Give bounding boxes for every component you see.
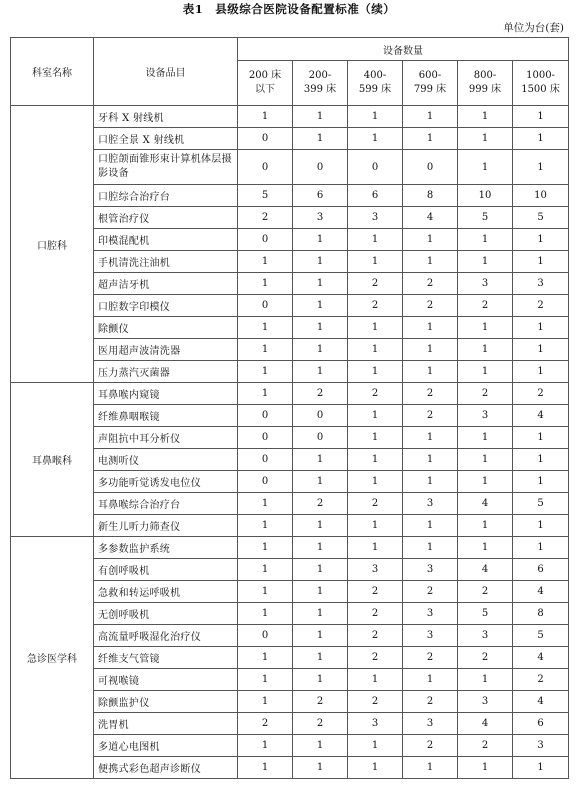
quantity-cell: 1 [293,471,348,493]
quantity-cell: 1 [238,691,293,713]
equipment-name: 电测听仪 [94,449,238,471]
quantity-cell: 1 [513,427,569,449]
equipment-name: 有创呼吸机 [94,559,238,581]
quantity-cell: 2 [513,669,569,691]
quantity-cell: 0 [238,471,293,493]
header-bed-range-line: 400- [363,70,387,81]
quantity-cell: 1 [348,735,403,757]
table-row [11,207,569,229]
quantity-cell: 3 [348,713,403,735]
quantity-cell: 1 [513,106,569,128]
quantity-cell: 1 [238,273,293,295]
header-bed-range-line: 200- [308,70,332,81]
quantity-cell: 1 [238,106,293,128]
table-row [11,471,569,493]
quantity-cell: 0 [238,128,293,150]
header-bed-range-line: 1000- [526,70,555,81]
quantity-cell: 1 [458,150,513,185]
header-item: 设备品目 [94,38,238,106]
quantity-cell: 1 [403,471,458,493]
equipment-name: 口腔数字印模仪 [94,295,238,317]
quantity-cell: 1 [293,537,348,559]
quantity-cell: 3 [403,493,458,515]
quantity-cell: 1 [348,427,403,449]
quantity-cell: 2 [458,581,513,603]
quantity-cell: 1 [403,537,458,559]
quantity-cell: 1 [238,317,293,339]
quantity-cell: 1 [238,493,293,515]
quantity-cell: 1 [513,515,569,537]
table-row [11,128,569,150]
quantity-cell: 5 [238,185,293,207]
quantity-cell: 1 [238,735,293,757]
quantity-cell: 2 [293,493,348,515]
table-row [11,185,569,207]
quantity-cell: 1 [348,669,403,691]
equipment-name: 除颤仪 [94,317,238,339]
quantity-cell: 0 [238,229,293,251]
quantity-cell: 1 [348,471,403,493]
quantity-cell: 2 [458,735,513,757]
quantity-cell: 1 [403,427,458,449]
quantity-cell: 1 [348,515,403,537]
quantity-cell: 1 [403,757,458,779]
equipment-name: 牙科 X 射线机 [94,106,238,128]
quantity-cell: 2 [348,273,403,295]
quantity-cell: 1 [348,251,403,273]
quantity-cell: 1 [513,361,569,383]
equipment-name: 可视喉镜 [94,669,238,691]
quantity-cell: 1 [293,295,348,317]
quantity-cell: 2 [513,295,569,317]
equipment-name: 印模混配机 [94,229,238,251]
equipment-name: 手机清洗注油机 [94,251,238,273]
quantity-cell: 3 [458,691,513,713]
table-row [11,603,569,625]
quantity-cell: 3 [513,735,569,757]
quantity-cell: 1 [238,361,293,383]
quantity-cell: 1 [348,537,403,559]
table-row [11,339,569,361]
quantity-cell: 1 [293,317,348,339]
quantity-cell: 4 [458,493,513,515]
quantity-cell: 0 [238,150,293,185]
quantity-cell: 1 [458,427,513,449]
equipment-name: 除颤监护仪 [94,691,238,713]
quantity-cell: 0 [238,427,293,449]
quantity-cell: 1 [293,339,348,361]
quantity-cell: 1 [293,603,348,625]
quantity-cell: 3 [403,625,458,647]
table-row [11,273,569,295]
equipment-table [10,37,569,779]
quantity-cell: 1 [403,515,458,537]
header-bed-range-line: 200 床 [248,70,282,81]
quantity-cell: 4 [513,691,569,713]
header-quantity: 设备数量 [238,38,569,61]
quantity-cell: 1 [403,449,458,471]
equipment-name: 纤维支气管镜 [94,647,238,669]
quantity-cell: 0 [238,405,293,427]
quantity-cell: 1 [458,106,513,128]
quantity-cell: 4 [458,713,513,735]
table-row [11,757,569,779]
quantity-cell: 2 [348,625,403,647]
quantity-cell: 1 [403,361,458,383]
quantity-cell: 0 [348,150,403,185]
quantity-cell: 4 [403,207,458,229]
quantity-cell: 1 [238,515,293,537]
quantity-cell: 3 [458,273,513,295]
equipment-name: 便携式彩色超声诊断仪 [94,757,238,779]
quantity-cell: 2 [403,691,458,713]
quantity-cell: 0 [293,427,348,449]
quantity-cell: 10 [458,185,513,207]
header-dept: 科室名称 [11,38,94,106]
quantity-cell: 1 [293,669,348,691]
equipment-name: 声阻抗中耳分析仪 [94,427,238,449]
header-bed-range [403,61,458,106]
quantity-cell: 2 [348,647,403,669]
quantity-cell: 3 [293,207,348,229]
quantity-cell: 1 [458,471,513,493]
quantity-cell: 1 [403,106,458,128]
quantity-cell: 0 [238,625,293,647]
equipment-name: 口腔全景 X 射线机 [94,128,238,150]
quantity-cell: 1 [293,361,348,383]
quantity-cell: 1 [293,449,348,471]
quantity-cell: 1 [293,128,348,150]
quantity-cell: 0 [293,150,348,185]
quantity-cell: 1 [238,339,293,361]
table-row [11,625,569,647]
table-row [11,449,569,471]
quantity-cell: 0 [403,150,458,185]
table-row [11,106,569,128]
header-bed-range-line: 799 床 [413,84,447,95]
department-name: 口腔科 [11,106,94,383]
quantity-cell: 1 [403,229,458,251]
quantity-cell: 3 [348,207,403,229]
table-title: 表1 县级综合医院设备配置标准（续） [182,2,396,16]
header-bed-range-line: 599 床 [358,84,392,95]
quantity-cell: 1 [458,757,513,779]
table-row [11,559,569,581]
quantity-cell: 1 [238,251,293,273]
quantity-cell: 1 [458,317,513,339]
quantity-cell: 8 [403,185,458,207]
quantity-cell: 1 [293,251,348,273]
quantity-cell: 1 [458,251,513,273]
quantity-cell: 1 [403,317,458,339]
quantity-cell: 2 [238,207,293,229]
table-row [11,361,569,383]
table-row [11,295,569,317]
quantity-cell: 6 [513,559,569,581]
quantity-cell: 1 [513,229,569,251]
quantity-cell: 4 [513,647,569,669]
quantity-cell: 1 [238,603,293,625]
equipment-name: 无创呼吸机 [94,603,238,625]
quantity-cell: 1 [403,128,458,150]
table-row [11,405,569,427]
quantity-cell: 1 [513,317,569,339]
quantity-cell: 1 [458,361,513,383]
quantity-cell: 1 [293,515,348,537]
table-row [11,537,569,559]
quantity-cell: 2 [403,735,458,757]
quantity-cell: 2 [403,273,458,295]
quantity-cell: 0 [238,449,293,471]
quantity-cell: 1 [293,559,348,581]
quantity-cell: 1 [458,339,513,361]
quantity-cell: 1 [513,449,569,471]
table-row [11,383,569,405]
equipment-name: 超声洁牙机 [94,273,238,295]
quantity-cell: 3 [403,603,458,625]
table-row [11,150,569,185]
quantity-cell: 1 [458,449,513,471]
quantity-cell: 1 [513,128,569,150]
quantity-cell: 4 [458,559,513,581]
unit-note: 单位为台(套) [503,22,564,34]
quantity-cell: 1 [238,669,293,691]
quantity-cell: 1 [513,339,569,361]
quantity-cell: 1 [238,383,293,405]
quantity-cell: 1 [513,150,569,185]
quantity-cell: 1 [348,106,403,128]
quantity-cell: 1 [403,669,458,691]
equipment-name: 口腔综合治疗台 [94,185,238,207]
quantity-cell: 0 [238,295,293,317]
table-row [11,647,569,669]
quantity-cell: 2 [348,603,403,625]
quantity-cell: 8 [513,603,569,625]
equipment-name: 纤维鼻咽喉镜 [94,405,238,427]
quantity-cell: 2 [513,383,569,405]
equipment-name: 口腔颌面锥形束计算机体层摄影设备 [94,150,238,185]
header-bed-range [458,61,513,106]
quantity-cell: 5 [513,493,569,515]
table-row [11,427,569,449]
table-row [11,515,569,537]
quantity-cell: 1 [458,229,513,251]
quantity-cell: 2 [458,295,513,317]
quantity-cell: 1 [513,251,569,273]
equipment-name: 耳鼻喉综合治疗台 [94,493,238,515]
quantity-cell: 1 [238,559,293,581]
quantity-cell: 3 [403,559,458,581]
quantity-cell: 2 [403,405,458,427]
equipment-name: 压力蒸汽灭菌器 [94,361,238,383]
quantity-cell: 1 [348,339,403,361]
department-name: 耳鼻喉科 [11,383,94,537]
quantity-cell: 1 [238,581,293,603]
quantity-cell: 3 [403,713,458,735]
header-bed-range [238,61,293,106]
quantity-cell: 1 [348,229,403,251]
quantity-cell: 2 [348,493,403,515]
quantity-cell: 4 [513,405,569,427]
header-bed-range-line: 1500 床 [521,84,560,95]
equipment-name: 根管治疗仪 [94,207,238,229]
quantity-cell: 1 [293,647,348,669]
quantity-cell: 1 [458,537,513,559]
equipment-name: 医用超声波清洗器 [94,339,238,361]
quantity-cell: 2 [458,647,513,669]
equipment-name: 急救和转运呼吸机 [94,581,238,603]
quantity-cell: 1 [238,537,293,559]
table-row [11,669,569,691]
quantity-cell: 1 [293,106,348,128]
table-row [11,691,569,713]
quantity-cell: 1 [348,317,403,339]
quantity-cell: 2 [293,691,348,713]
quantity-cell: 1 [403,339,458,361]
quantity-cell: 1 [293,625,348,647]
equipment-name: 耳鼻喉内窥镜 [94,383,238,405]
header-bed-range-line: 600- [418,70,442,81]
quantity-cell: 3 [458,405,513,427]
quantity-cell: 6 [293,185,348,207]
equipment-name: 新生儿听力筛查仪 [94,515,238,537]
quantity-cell: 2 [238,713,293,735]
table-row [11,317,569,339]
quantity-cell: 3 [348,559,403,581]
quantity-cell: 1 [513,757,569,779]
table-row [11,735,569,757]
quantity-cell: 1 [513,537,569,559]
table-row [11,251,569,273]
quantity-cell: 1 [348,128,403,150]
quantity-cell: 1 [293,273,348,295]
quantity-cell: 1 [348,361,403,383]
quantity-cell: 5 [458,603,513,625]
quantity-cell: 1 [293,229,348,251]
quantity-cell: 3 [513,273,569,295]
header-bed-range-line: 399 床 [303,84,337,95]
header-bed-range [513,61,569,106]
quantity-cell: 0 [293,405,348,427]
quantity-cell: 5 [513,207,569,229]
quantity-cell: 2 [348,383,403,405]
table-row [11,493,569,515]
quantity-cell: 1 [238,647,293,669]
quantity-cell: 6 [513,713,569,735]
quantity-cell: 4 [513,581,569,603]
table-row [11,713,569,735]
quantity-cell: 6 [348,185,403,207]
equipment-name: 多道心电图机 [94,735,238,757]
quantity-cell: 1 [458,669,513,691]
header-bed-range [348,61,403,106]
quantity-cell: 2 [348,295,403,317]
quantity-cell: 2 [403,295,458,317]
equipment-name: 多参数监护系统 [94,537,238,559]
quantity-cell: 2 [403,383,458,405]
quantity-cell: 1 [238,757,293,779]
quantity-cell: 2 [348,581,403,603]
quantity-cell: 2 [293,383,348,405]
quantity-cell: 1 [293,735,348,757]
equipment-name: 洗胃机 [94,713,238,735]
department-name: 急诊医学科 [11,537,94,779]
quantity-cell: 2 [293,713,348,735]
equipment-name: 多功能听觉诱发电位仪 [94,471,238,493]
table-row [11,581,569,603]
quantity-cell: 1 [293,581,348,603]
quantity-cell: 1 [348,405,403,427]
equipment-name: 高流量呼吸湿化治疗仪 [94,625,238,647]
header-bed-range [293,61,348,106]
quantity-cell: 1 [348,757,403,779]
header-bed-range-line: 999 床 [468,84,502,95]
quantity-cell: 3 [458,625,513,647]
quantity-cell: 2 [403,581,458,603]
table-row [11,229,569,251]
quantity-cell: 1 [513,471,569,493]
quantity-cell: 1 [458,128,513,150]
quantity-cell: 1 [293,757,348,779]
quantity-cell: 1 [348,449,403,471]
quantity-cell: 2 [403,647,458,669]
quantity-cell: 2 [458,383,513,405]
quantity-cell: 1 [403,251,458,273]
header-bed-range-line: 800- [473,70,497,81]
quantity-cell: 10 [513,185,569,207]
header-bed-range-line: 以下 [255,84,275,95]
quantity-cell: 1 [458,515,513,537]
quantity-cell: 5 [513,625,569,647]
quantity-cell: 5 [458,207,513,229]
quantity-cell: 2 [348,691,403,713]
